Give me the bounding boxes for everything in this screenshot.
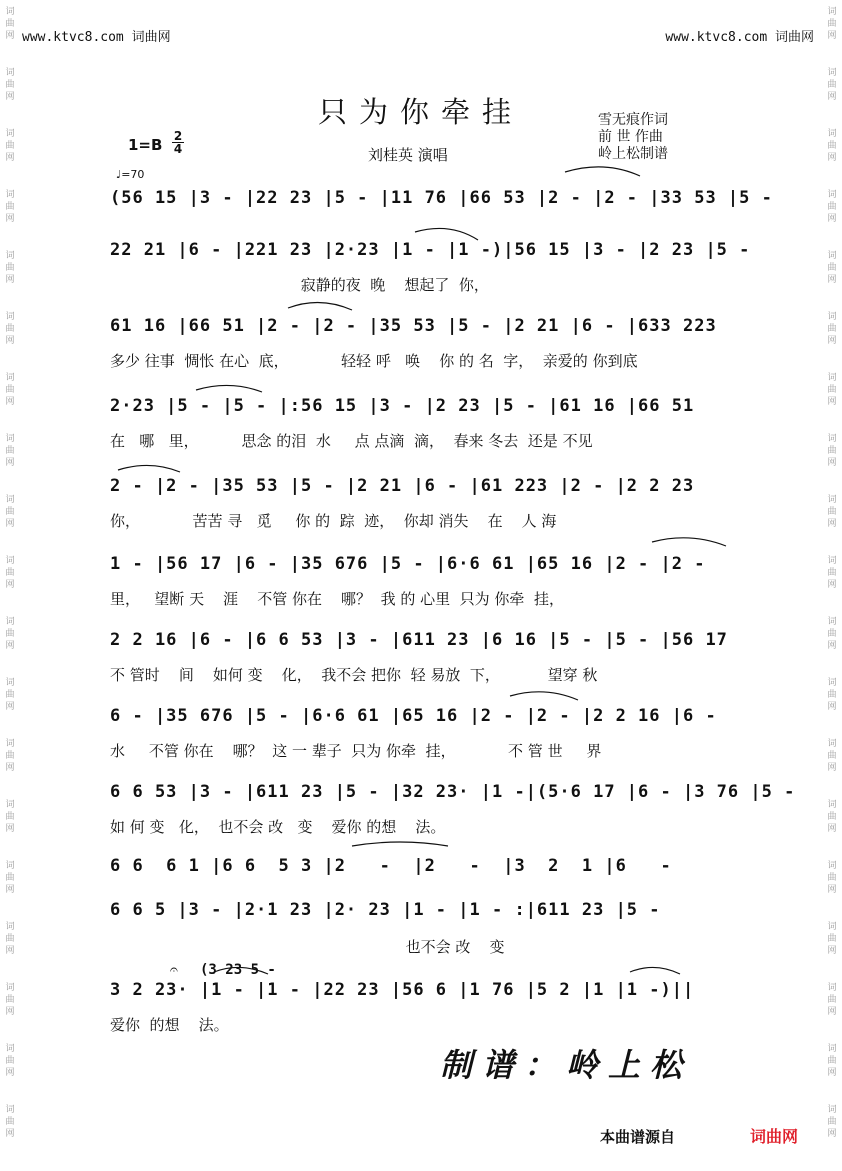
notation-line: 6 - |35 676 |5 - |6·6 61 |65 16 |2 - |2 - |2 2 16 |6 - — [110, 706, 717, 726]
notation-line: 2 - |2 - |35 53 |5 - |2 21 |6 - |61 223 |2 - |2 2 23 — [110, 476, 695, 496]
singer-credit: 刘桂英 演唱 — [368, 146, 448, 164]
lyric-line: 在 哪 里， 思念 的泪 水 点 点滴 滴， 春来 冬去 还是 不见 — [110, 432, 593, 450]
side-watermark-text: 词 曲 网 — [5, 556, 15, 590]
notation-line: 6 6 5 |3 - |2·1 23 |2· 23 |1 - |1 - :|611 23 |5 - — [110, 900, 661, 920]
side-watermark-text: 词 曲 网 — [5, 434, 15, 468]
side-watermark-text: 词 曲 网 — [827, 617, 837, 651]
source-site-link[interactable]: 词曲网 — [750, 1127, 799, 1146]
slur-arc — [288, 302, 352, 310]
side-watermark-text: 词 曲 网 — [5, 312, 15, 346]
lyric-line: 你， 苦苦 寻 觅 你 的 踪 迹， 你却 消失 在 人 海 — [110, 512, 557, 530]
side-watermark-text: 词 曲 网 — [5, 739, 15, 773]
side-watermark-text: 词 曲 网 — [827, 190, 837, 224]
notation-line: 6 6 53 |3 - |611 23 |5 - |32 23· |1 -|(5·6 17 |6 - |3 76 |5 - — [110, 782, 796, 802]
side-watermark-text: 词 曲 网 — [5, 983, 15, 1017]
side-watermark-text: 词 曲 网 — [827, 922, 837, 956]
lyric-line: 如 何 变 化， 也不会 改 变 爱你 的想 法。 — [110, 818, 446, 836]
side-watermark-text: 词 曲 网 — [5, 495, 15, 529]
side-watermark-text: 词 曲 网 — [5, 68, 15, 102]
side-watermark-text: 词 曲 网 — [827, 861, 837, 895]
side-watermark-text: 词 曲 网 — [827, 373, 837, 407]
side-watermark-text: 词 曲 网 — [5, 190, 15, 224]
notation-line: 2·23 |5 - |5 - |:56 15 |3 - |2 23 |5 - |61 16 |66 51 — [110, 396, 695, 416]
lyric-line: 里， 望断 天 涯 不管 你在 哪？ 我 的 心里 只为 你牵 挂， — [110, 590, 564, 608]
lyric-line: 水 不管 你在 哪？ 这 一 辈子 只为 你牵 挂， 不 管 世 界 — [110, 742, 602, 760]
side-watermark-text: 词 曲 网 — [827, 1044, 837, 1078]
key-signature: 1=B — [128, 136, 163, 154]
fermata-mark: 𝄐 — [170, 962, 178, 978]
notation-line: 3 2 23· |1 - |1 - |22 23 |56 6 |1 76 |5 2 |1 |1 -)|| — [110, 980, 695, 1000]
lyric-line: 爱你 的想 法。 — [110, 1016, 229, 1034]
slur-arc — [510, 692, 578, 700]
slur-arc — [196, 385, 262, 392]
side-watermark-text: 词 曲 网 — [5, 617, 15, 651]
slur-arc — [415, 228, 478, 240]
side-watermark-text: 词 曲 网 — [827, 556, 837, 590]
slur-arc — [352, 842, 448, 846]
tempo-marking: ♩=70 — [116, 168, 145, 181]
side-watermark-text: 词 曲 网 — [827, 68, 837, 102]
notation-line: (56 15 |3 - |22 23 |5 - |11 76 |66 53 |2 - |2 - |33 53 |5 - — [110, 188, 773, 208]
composer-credit: 前 世 作曲 — [598, 129, 663, 145]
side-watermark-text: 词 曲 网 — [827, 434, 837, 468]
side-watermark-text: 词 曲 网 — [5, 1105, 15, 1139]
slur-arc — [565, 167, 640, 176]
lyric-line: 不 管时 间 如何 变 化， 我不会 把你 轻 易放 下， 望穿 秋 — [110, 666, 598, 684]
notation-line: 1 - |56 17 |6 - |35 676 |5 - |6·6 61 |65 16 |2 - |2 - — [110, 554, 706, 574]
lyricist-credit: 雪无痕作词 — [598, 112, 668, 128]
time-signature-bottom: 4 — [173, 142, 183, 156]
side-watermark-text: 词 曲 网 — [827, 312, 837, 346]
notation-line: 61 16 |66 51 |2 - |2 - |35 53 |5 - |2 21 |6 - |633 223 — [110, 316, 717, 336]
lyric-line: 也不会 改 变 — [110, 938, 505, 956]
side-watermark-text: 词 曲 网 — [827, 495, 837, 529]
notation-line: 2 2 16 |6 - |6 6 53 |3 - |611 23 |6 16 |5 - |5 - |56 17 — [110, 630, 728, 650]
side-watermark-text: 词 曲 网 — [827, 7, 837, 41]
side-watermark-text: 词 曲 网 — [5, 678, 15, 712]
time-signature-top: 2 — [173, 129, 183, 143]
side-watermark-text: 词 曲 网 — [5, 7, 15, 41]
side-watermark-text: 词 曲 网 — [5, 1044, 15, 1078]
side-watermark-text: 词 曲 网 — [827, 739, 837, 773]
side-watermark-text: 词 曲 网 — [5, 800, 15, 834]
site-url-right[interactable]: www.ktvc8.com 词曲网 — [665, 30, 814, 45]
side-watermark-text: 词 曲 网 — [827, 251, 837, 285]
slur-arc — [652, 538, 726, 546]
side-watermark-text: 词 曲 网 — [5, 129, 15, 163]
side-watermark-text: 词 曲 网 — [5, 861, 15, 895]
side-watermark-text: 词 曲 网 — [827, 800, 837, 834]
lyric-line: 多少 往事 惆怅 在心 底， 轻轻 呼 唤 你 的 名 字， 亲爱的 你到底 — [110, 352, 638, 370]
side-watermark-text: 词 曲 网 — [827, 1105, 837, 1139]
side-watermark-text: 词 曲 网 — [827, 129, 837, 163]
side-watermark-text: 词 曲 网 — [5, 373, 15, 407]
transcriber-credit: 岭上松制谱 — [598, 146, 668, 162]
slur-arc — [118, 465, 180, 472]
notation-line: 22 21 |6 - |221 23 |2·23 |1 - |1 -)|56 15 |3 - |2 23 |5 - — [110, 240, 751, 260]
notation-line: 6 6 6 1 |6 6 5 3 |2 - |2 - |3 2 1 |6 - — [110, 856, 672, 876]
source-label: 本曲谱源自 — [600, 1128, 676, 1146]
side-watermark-text: 词 曲 网 — [5, 251, 15, 285]
slur-arc — [630, 967, 680, 974]
side-watermark-text: 词 曲 网 — [5, 922, 15, 956]
transcriber-signature: 制谱：岭上松 — [440, 1046, 693, 1084]
side-watermark-text: 词 曲 网 — [827, 983, 837, 1017]
song-title: 只为你牵挂 — [318, 95, 524, 129]
coda-notes: (3 23 5 - — [200, 962, 276, 978]
lyric-line: 寂静的夜 晚 想起了 你， — [110, 276, 489, 294]
site-url-left[interactable]: www.ktvc8.com 词曲网 — [22, 30, 171, 45]
side-watermark-text: 词 曲 网 — [827, 678, 837, 712]
